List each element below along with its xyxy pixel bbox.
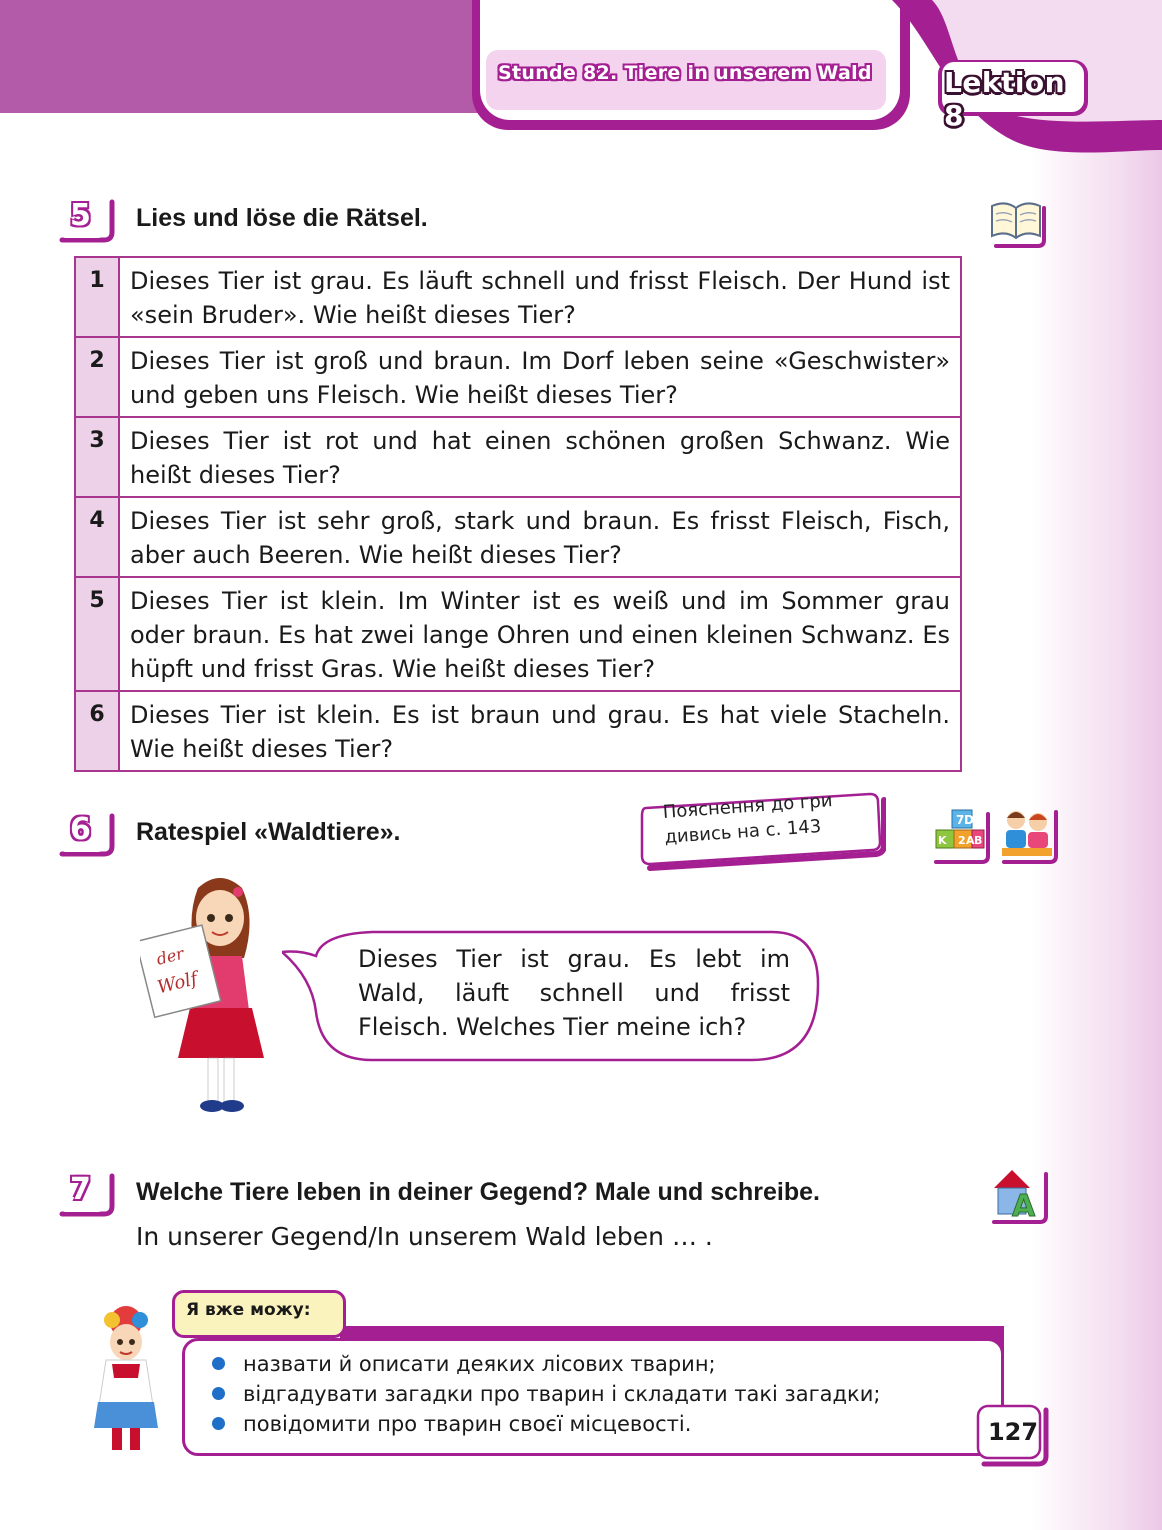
exercise-5-number: 5: [70, 198, 91, 233]
riddle-text: Dieses Tier ist sehr groß, stark und braun. Es frisst Fleisch, Fisch, aber auch Beeren. Wie heißt dieses Tier?: [119, 497, 961, 577]
bullet-icon: [212, 1417, 225, 1430]
game-note-line-2: дивись на с. 143: [663, 815, 822, 848]
bullet-icon: [212, 1357, 225, 1370]
table-row: [75, 497, 961, 577]
children-playing-icon: [998, 800, 1060, 866]
can-do-item: [212, 1382, 992, 1410]
page-number: 127: [987, 1418, 1039, 1446]
ukrainian-girl-illustration: [76, 1302, 176, 1460]
riddle-text: Dieses Tier ist grau. Es läuft schnell und frisst Fleisch. Der Hund ist «sein Bruder». Wie heißt dieses Tier?: [119, 257, 961, 337]
game-note-line-1: Пояснення до гри: [662, 790, 834, 823]
block-letter: D: [964, 813, 974, 827]
can-do-label: Я вже можу:: [186, 1300, 311, 1320]
header-band: [0, 0, 520, 113]
can-do-item-text: назвати й описати деяких лісових тварин;: [243, 1352, 716, 1376]
riddle-text: Dieses Tier ist klein. Es ist braun und grau. Es hat viele Stacheln. Wie heißt dieses Tier?: [119, 691, 961, 771]
table-row: [75, 691, 961, 771]
can-do-item: [212, 1352, 992, 1380]
riddle-number: 6: [75, 691, 119, 771]
table-row: [75, 417, 961, 497]
house-letter: A: [1012, 1189, 1036, 1224]
blocks-icon: [930, 804, 992, 866]
riddle-number: 3: [75, 417, 119, 497]
lesson-title: Stunde 82. Tiere in unserem Wald: [498, 62, 872, 84]
block-letter: K: [938, 834, 947, 847]
lektion-label: Lektion 8: [944, 66, 1066, 132]
riddle-number: 5: [75, 577, 119, 691]
book-icon: [988, 196, 1048, 252]
riddle-text: Dieses Tier ist rot und hat einen schönen großen Schwanz. Wie heißt dieses Tier?: [119, 417, 961, 497]
sign-text-line-1: der: [154, 943, 186, 969]
table-row: [75, 577, 961, 691]
block-letter: 2: [958, 834, 966, 847]
riddle-text: Dieses Tier ist klein. Im Winter ist es weiß und im Sommer grau oder braun. Es hat zwei lange Ohren und einen kleinen Schwanz. Es hüpft und frisst Gras. Wie heißt dieses Tier?: [119, 577, 961, 691]
riddle-number: 4: [75, 497, 119, 577]
exercise-6-number: 6: [70, 812, 91, 847]
exercise-7-title: Welche Tiere leben in deiner Gegend? Male und schreibe.: [136, 1178, 820, 1206]
speech-bubble-text: Dieses Tier ist grau. Es lebt im Wald, läuft schnell und frisst Fleisch. Welches Tier meine ich?: [358, 945, 790, 1041]
can-do-item-text: повідомити про тварин своєї місцевості.: [243, 1412, 692, 1436]
sign-text-line-2: Wolf: [155, 968, 200, 999]
riddle-number: 1: [75, 257, 119, 337]
exercise-6-title: Ratespiel «Waldtiere».: [136, 818, 401, 846]
exercise-7-prompt: In unserer Gegend/In unserem Wald leben … .: [136, 1222, 713, 1251]
house-letter-icon: [988, 1164, 1050, 1226]
block-letter: 7: [956, 813, 965, 827]
riddle-table: [74, 256, 962, 772]
exercise-5-title: Lies und löse die Rätsel.: [136, 204, 428, 232]
table-row: [75, 337, 961, 417]
table-row: [75, 257, 961, 337]
riddle-number: 2: [75, 337, 119, 417]
page-edge-decoration: [1030, 0, 1162, 1530]
bullet-icon: [212, 1387, 225, 1400]
block-letter: B: [974, 834, 983, 847]
can-do-item-text: відгадувати загадки про тварин і складати такі загадки;: [243, 1382, 881, 1406]
exercise-7-number: 7: [70, 1172, 91, 1207]
can-do-item: [212, 1412, 992, 1440]
riddle-text: Dieses Tier ist groß und braun. Im Dorf leben seine «Geschwister» und geben uns Fleisch. Wie heißt dieses Tier?: [119, 337, 961, 417]
block-letter: A: [966, 834, 975, 847]
girl-illustration: [140, 868, 290, 1118]
